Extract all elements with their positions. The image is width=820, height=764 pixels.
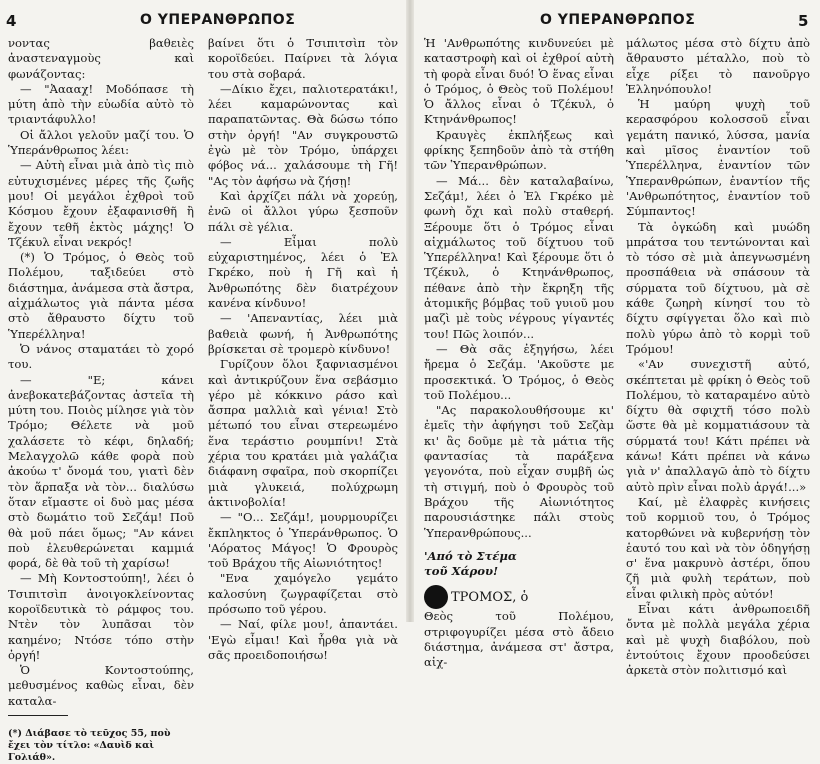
- paragraph: — Αὐτὴ εἶναι μιὰ ἀπὸ τὶς πιὸ εὐτυχισμένες μέρες τῆς ζωῆς μου! Οἱ μεγάλοι ἐχθροὶ τοῦ Κόσμου ἔχουν ἐξαφανισθῆ ἢ ἔχουν τεθῆ ἐκτὸς μάχης! Ὁ Τζέκυλ εἶναι νεκρός!: [8, 158, 194, 249]
- paragraph: — Θὰ σᾶς ἐξηγήσω, λέει ἤρεμα ὁ Σεζάμ. 'Ακοῦστε με προσεκτικά. Ὁ Τρόμος, ὁ Θεὸς τοῦ Πολέμου...: [424, 341, 614, 402]
- paragraph: — "Ο... Σεζάμ!, μουρμουρίζει ἔκπληκτος ὁ Ὑπεράνθρωπος. Ὁ 'Αόρατος Μάγος! Ὁ Φρουρὸς τοῦ Βράχου τῆς Αἰωνιότητος!: [208, 510, 398, 571]
- dropcap-ornament-icon: [424, 585, 448, 609]
- paragraph: "Ας παρακολουθήσουμε κι' ἐμεῖς τὴν ἀφήγησι τοῦ Σεζὰμ κι' ἂς δοῦμε μὲ τὰ μάτια τῆς φαντασίας τὰ παράξενα γεγονότα, ποὺ εἶχαν συμβῆ ὡς τὴ στιγμή, ποὺ ὁ Φρουρὸς τοῦ Βράχου τῆς Αἰωνιότητος παρουσιάστηκε πάλι στοὺς Ὑπερανθρώπους...: [424, 403, 614, 540]
- paragraph: μάλωτος μέσα στὸ δίχτυ ἀπὸ ἄθραυστο μέταλλο, ποὺ τὸ εἶχε ρίξει τὸ πανοῦργο Ἑλληνόπουλο!: [626, 36, 810, 96]
- paragraph: Ἡ 'Ανθρωπότης κινδυνεύει μὲ καταστροφὴ καὶ οἱ ἐχθροί αὐτὴ τὴ φορὰ εἶναι δυό! Ὁ ἕνας εἶναι ὁ Τρόμος, ὁ Θεὸς τοῦ Πολέμου! Ὁ ἄλλος εἶναι ὁ Τζέκυλ, ὁ Κτηνάνθρωπος!: [424, 36, 614, 127]
- text-column-1: [8, 36, 194, 764]
- paragraph: Ἡ μαύρη ψυχὴ τοῦ κερασφόρου κολοσσοῦ εἶναι γεμάτη πανικό, λύσσα, μανία καὶ μῖσος ἐναντίον τοῦ Ὑπερέλληνα, ἐναντίον τῶν Ὑπερανθρώπων, ἐναντίον τῆς 'Ανθρωπότητος, ἐναντίον τοῦ Σύμπαντος!: [626, 97, 810, 219]
- paragraph: — Μά... δὲν καταλαβαίνω, Σεζάμ!, λέει ὁ Ἐλ Γκρέκο μὲ φωνὴ ὄχι καὶ πολὺ σταθερή. Ξέρουμε ὅτι ὁ Τρόμος εἶναι αἰχμάλωτος τοῦ δίχτυου τοῦ Ὑπερέλληνα! Καὶ ξέρουμε ὅτι ὁ Τζέκυλ, ὁ Κτηνάνθρωπος, πέθανε ἀπὸ τὴν ἔκρηξη τῆς ἀτομικῆς βόμβας τοῦ γυιοῦ μου μαζὶ μὲ τοὺς νέγρους γίγαντές του! Πῶς λοιπόν...: [424, 173, 614, 341]
- running-title: Ο ΥΠΕΡΑΝΘΡΩΠΟΣ: [540, 12, 696, 28]
- paragraph: —Δίκιο ἔχει, παλιοτερατάκι!, λέει καμαρώνοντας καὶ παραπατῶντας. Θὰ δώσω τόπο στὴν ὀργή! "Αν συγκρουστῶ ἐγὼ μὲ τὸν Τρόμο, ὑπάρχει φόβος νά... χαλάσουμε τὴ Γῆ! "Ας τὸν ἀφήσω νὰ ζήσῃ!: [208, 81, 398, 188]
- section-heading: τοῦ Χάρου!: [424, 564, 499, 579]
- paragraph: «'Αν συνεχιστῆ αὐτό, σκέπτεται μὲ φρίκη ὁ Θεὸς τοῦ Πολέμου, τὸ καταραμένο αὐτὸ δίχτυ θὰ σφιχτῆ τόσο πολὺ ὥστε θὰ μὲ κομματιάσουν τὰ σύρματά του! Κάτι πρέπει νὰ κάνω! Κάτι πρέπει νὰ κάνω γιὰ ν' ἀπαλλαγῶ ἀπὸ τὸ δίχτυ αὐτὸ πρὶν εἶναι πολὺ ἀργά!...»: [626, 357, 810, 494]
- page-number: 5: [798, 12, 809, 30]
- page-number: 4: [6, 12, 17, 30]
- text-column-4: [626, 36, 810, 678]
- paragraph: Εἶναι κάτι ἀνθρωποειδῆ ὄντα μὲ πολλὰ μεγάλα χέρια καὶ μὲ ψυχὴ διαβόλου, ποὺ ἐντούτοις ἔχουν προοδεύσει ἀρκετὰ στὸν πολιτισμό καὶ: [626, 601, 810, 678]
- paragraph: (*) Ὁ Τρόμος, ὁ Θεὸς τοῦ Πολέμου, ταξιδεύει στὸ διάστημα, ἀνάμεσα στὰ ἄστρα, αἰχμάλωτος γιὰ πάντα μέσα στὸ ἄθραυστο δίχτυ τοῦ Ὑπερέλληνα!: [8, 250, 194, 341]
- paragraph: Θεὸς τοῦ Πολέμου, στριφογυρίζει μέσα στὸ ἄδειο διάστημα, ἀνάμεσα στ' ἄστρα, αἰχ-: [424, 609, 614, 670]
- dropcap-row: [424, 585, 614, 609]
- dropcap-text: ΤΡΟΜΟΣ, ὁ: [451, 589, 529, 605]
- paragraph: βαίνει ὅτι ὁ Τσιπιτσὶπ τὸν κοροϊδεύει. Παίρνει τὰ λόγια του στὰ σοβαρά.: [208, 36, 398, 81]
- paragraph: — Ναί, φίλε μου!, ἀπαντάει. 'Εγὼ εἶμαι! Καὶ ἦρθα γιὰ νὰ σᾶς προειδοποιήσω!: [208, 617, 398, 662]
- paragraph: Κραυγὲς ἐκπλήξεως καὶ φρίκης ξεπηδοῦν ἀπὸ τὰ στήθη τῶν Ὑπερανθρώπων.: [424, 127, 614, 173]
- paragraph: — Μὴ Κοντοστούπη!, λέει ὁ Τσιπιτσὶπ ἀνοιγοκλείνοντας κοροϊδευτικὰ τὸ ράμφος του. Ντὲν τὸν λυπᾶσαι τὸν καημένο; Ντόσε τόπο στὴν ὀργή!: [8, 571, 194, 662]
- paragraph: — "Ἀαααχ! Μοδόπασε τὴ μύτη ἀπὸ τὴν εὐωδία αὐτὸ τὸ τριαντάφυλλο!: [8, 81, 194, 127]
- paragraph: Καὶ ἀρχίζει πάλι νὰ χορεύῃ, ἐνῶ οἱ ἄλλοι γύρω ξεσποῦν πάλι σὲ γέλια.: [208, 188, 398, 234]
- paragraph: Ὁ Κοντοστούπης, μεθυσμένος καθὼς εἶναι, δὲν καταλα-: [8, 663, 194, 708]
- paragraph: Γυρίζουν ὅλοι ξαφνιασμένοι καὶ ἀντικρύζουν ἕνα σεβάσμιο γέρο μὲ κόκκινο ράσο καὶ ἄσπρα μαλλιὰ καὶ γένια! Στὸ μέτωπό του εἶναι στερεωμένο ἕνα τεράστιο ρουμπίνι! Στὰ χέρια του κρατάει μιὰ γαλάζια διάφανη σφαῖρα, ποὺ σκορπίζει μιὰ γλυκειά, πολύχρωμη ἀκτινοβολία!: [208, 357, 398, 509]
- footnote: (*) Διάβασε τὸ τεῦχος 55, ποὺ ἔχει τὸν τίτλο: «Δαυὶδ καὶ Γολιάθ».: [8, 728, 171, 764]
- paragraph: Τὰ ὀγκώδη καὶ μυώδη μπράτσα του τεντώνονται καὶ τὸ τόσο σὲ μιὰ ἀπεγνωσμένη προσπάθεια νὰ σπάσουν τὰ σύρματα τοῦ δίχτυου, μὰ σὲ κάθε ζωηρὴ κίνησί του τὸ δίχτυ σφίγγεται ὅλο καὶ πιὸ πολὺ γύρω ἀπὸ τὸ κορμὶ τοῦ Τρόμου!: [626, 219, 810, 356]
- paragraph: Οἱ ἄλλοι γελοῦν μαζί του. Ὁ Ὑπεράνθρωπος λέει:: [8, 127, 194, 158]
- text-column-3: [424, 36, 614, 670]
- text-column-2: [208, 36, 398, 662]
- running-title: Ο ΥΠΕΡΑΝΘΡΩΠΟΣ: [140, 12, 296, 28]
- paragraph: "Ενα χαμόγελο γεμάτο καλοσύνη ζωγραφίζεται στὸ πρόσωπο τοῦ γέρου.: [208, 571, 398, 616]
- paragraph: Ὁ νάνος σταματάει τὸ χορό του.: [8, 341, 194, 372]
- right-page: [410, 0, 820, 678]
- section-heading: 'Από τὸ Στέμα: [424, 548, 517, 563]
- paragraph: — "Ε; κάνει ἀνεβοκατεβάζοντας ἀστεῖα τὴ μύτη του. Ποιὸς μίλησε γιὰ τὸν Τρόμο; Θέλετε νὰ μοῦ χαλάσετε τὸ κέφι, δηλαδή; Μελαγχολῶ κάθε φορὰ ποὺ ἀκούω τ' ὄνομά του, γιατὶ δὲν τὸν ἅρπαξα νὰ τὸν... διαλύσω ὅταν εἴμαστε οἱ δυὸ μας μέσα στὸ δωμάτιο τοῦ Σεζάμ! Ποῦ θὰ μοῦ πάει ὅμως; "Αν κάνει ποὺ ἐλευθερώνεται καμμιά φορά, δὲ θὰ τοῦ τὴ χαρίσω!: [8, 372, 194, 571]
- paragraph: — Εἶμαι πολὺ εὐχαριστημένος, λέει ὁ Ἐλ Γκρέκο, ποὺ ἡ Γῆ καὶ ἡ Ἀνθρωπότης δὲν διατρέχουν κανένα κίνδυνο!: [208, 234, 398, 311]
- paragraph: — 'Απεναντίας, λέει μιὰ βαθειὰ φωνή, ἡ Ἀνθρωπότης βρίσκεται σὲ τρομερὸ κίνδυνο!: [208, 311, 398, 356]
- paragraph: Καί, μὲ ἐλαφρὲς κινήσεις τοῦ κορμιοῦ του, ὁ Τρόμος κατορθώνει νὰ κυβερνήσῃ τὸν ἑαυτό του καὶ νὰ τὸν ὁδηγήσῃ σ' ἕνα μακρυνὸ ἀστέρι, ὅπου ζῆ μιὰ φυλὴ τεράτων, ποὺ εἶναι φιλικὴ πρὸς αὐτόν!: [626, 494, 810, 601]
- footnote-rule: [8, 715, 68, 716]
- paragraph: νοντας βαθειὲς ἀναστεναγμοὺς καὶ φωνάζοντας:: [8, 36, 194, 81]
